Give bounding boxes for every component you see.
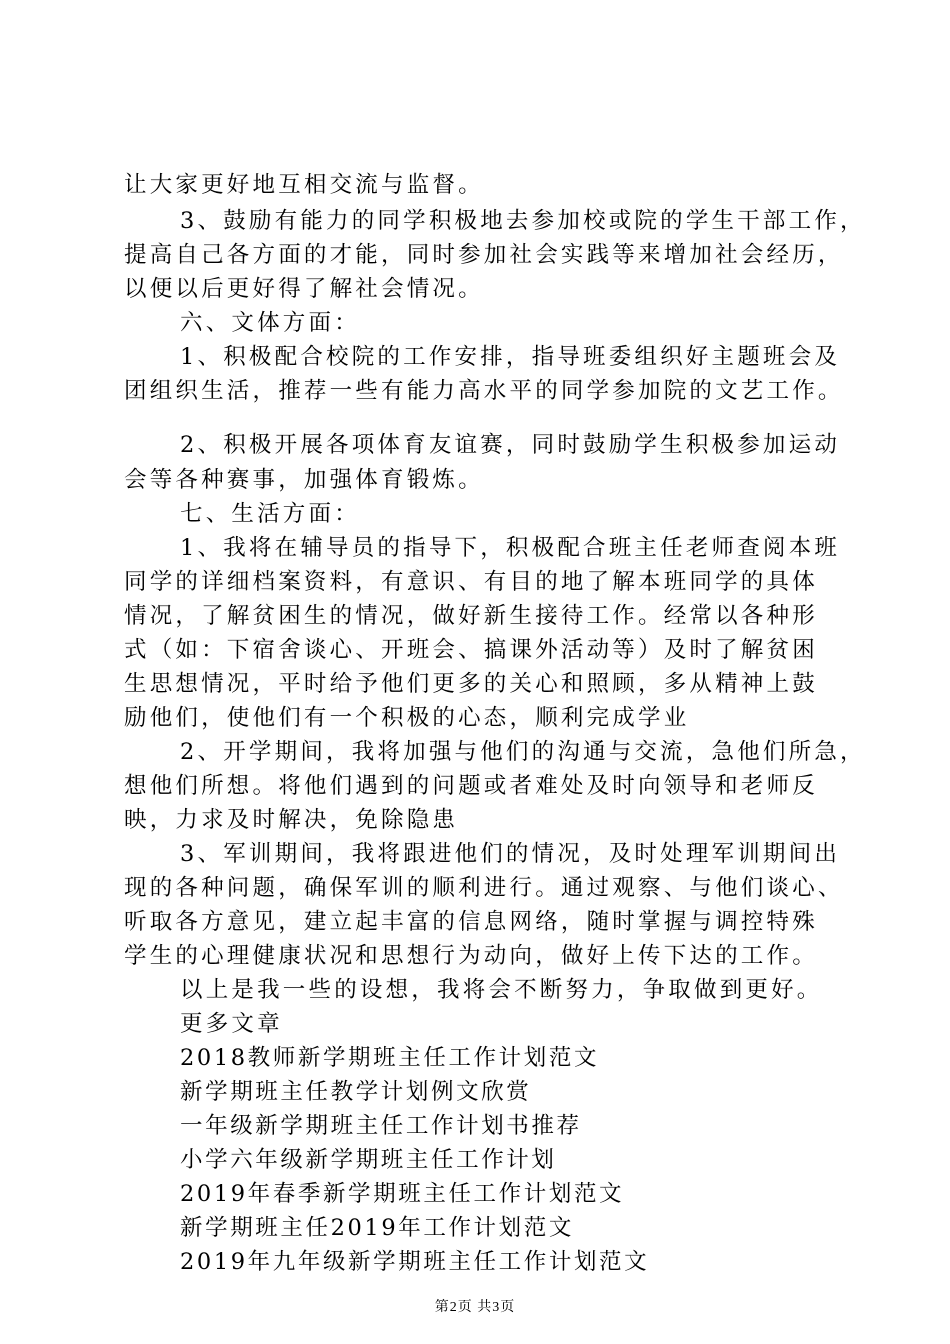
paragraph-line: 现的各种问题，确保军训的顺利进行。通过观察、与他们谈心、 — [124, 875, 844, 901]
paragraph-line: 会等各种赛事，加强体育锻炼。 — [124, 467, 484, 493]
paragraph-line: 2、积极开展各项体育友谊赛，同时鼓励学生积极参加运动 — [180, 432, 841, 458]
paragraph-line: 提高自己各方面的才能，同时参加社会实践等来增加社会经历， — [124, 242, 844, 268]
paragraph-line: 想他们所想。将他们遇到的问题或者难处及时向领导和老师反 — [124, 773, 818, 799]
paragraph-line: 以便以后更好得了解社会情况。 — [124, 276, 484, 302]
section-heading-sports: 六、文体方面： — [180, 310, 360, 336]
paragraph-line: 听取各方意见，建立起丰富的信息网络，随时掌握与调控特殊 — [124, 909, 818, 935]
paragraph-line: 情况，了解贫困生的情况，做好新生接待工作。经常以各种形 — [124, 603, 818, 629]
paragraph-line: 1、积极配合校院的工作安排，指导班委组织好主题班会及 — [180, 344, 841, 370]
paragraph-line: 1、我将在辅导员的指导下，积极配合班主任老师查阅本班 — [180, 535, 841, 561]
article-link[interactable]: 2019年春季新学期班主任工作计划范文 — [180, 1181, 625, 1207]
paragraph-line: 生思想情况，平时给予他们更多的关心和照顾，多从精神上鼓 — [124, 671, 818, 697]
paragraph-line: 2、开学期间，我将加强与他们的沟通与交流，急他们所急， — [180, 739, 866, 765]
paragraph-line: 3、军训期间，我将跟进他们的情况，及时处理军训期间出 — [180, 841, 841, 867]
more-articles-heading: 更多文章 — [180, 1011, 283, 1037]
paragraph-line: 让大家更好地互相交流与监督。 — [124, 172, 484, 198]
paragraph-line: 映，力求及时解决，免除隐患 — [124, 807, 459, 833]
article-link[interactable]: 新学期班主任2019年工作计划范文 — [180, 1215, 574, 1241]
paragraph-line: 同学的详细档案资料，有意识、有目的地了解本班同学的具体 — [124, 569, 818, 595]
paragraph-line: 励他们，使他们有一个积极的心态，顺利完成学业 — [124, 705, 690, 731]
paragraph-line: 学生的心理健康状况和思想行为动向，做好上传下达的工作。 — [124, 943, 818, 969]
article-link[interactable]: 小学六年级新学期班主任工作计划 — [180, 1147, 557, 1173]
section-heading-life: 七、生活方面： — [180, 501, 360, 527]
paragraph-line: 以上是我一些的设想，我将会不断努力，争取做到更好。 — [180, 977, 823, 1003]
page-footer: 第2页 共3页 — [434, 1300, 516, 1315]
article-link[interactable]: 一年级新学期班主任工作计划书推荐 — [180, 1113, 582, 1139]
paragraph-line: 3、鼓励有能力的同学积极地去参加校或院的学生干部工作， — [180, 208, 866, 234]
article-link[interactable]: 新学期班主任教学计划例文欣赏 — [180, 1079, 532, 1105]
paragraph-line: 式（如：下宿舍谈心、开班会、搞课外活动等）及时了解贫困 — [124, 637, 818, 663]
article-link[interactable]: 2019年九年级新学期班主任工作计划范文 — [180, 1249, 650, 1275]
paragraph-line: 团组织生活，推荐一些有能力高水平的同学参加院的文艺工作。 — [124, 378, 844, 404]
article-link[interactable]: 2018教师新学期班主任工作计划范文 — [180, 1045, 600, 1071]
